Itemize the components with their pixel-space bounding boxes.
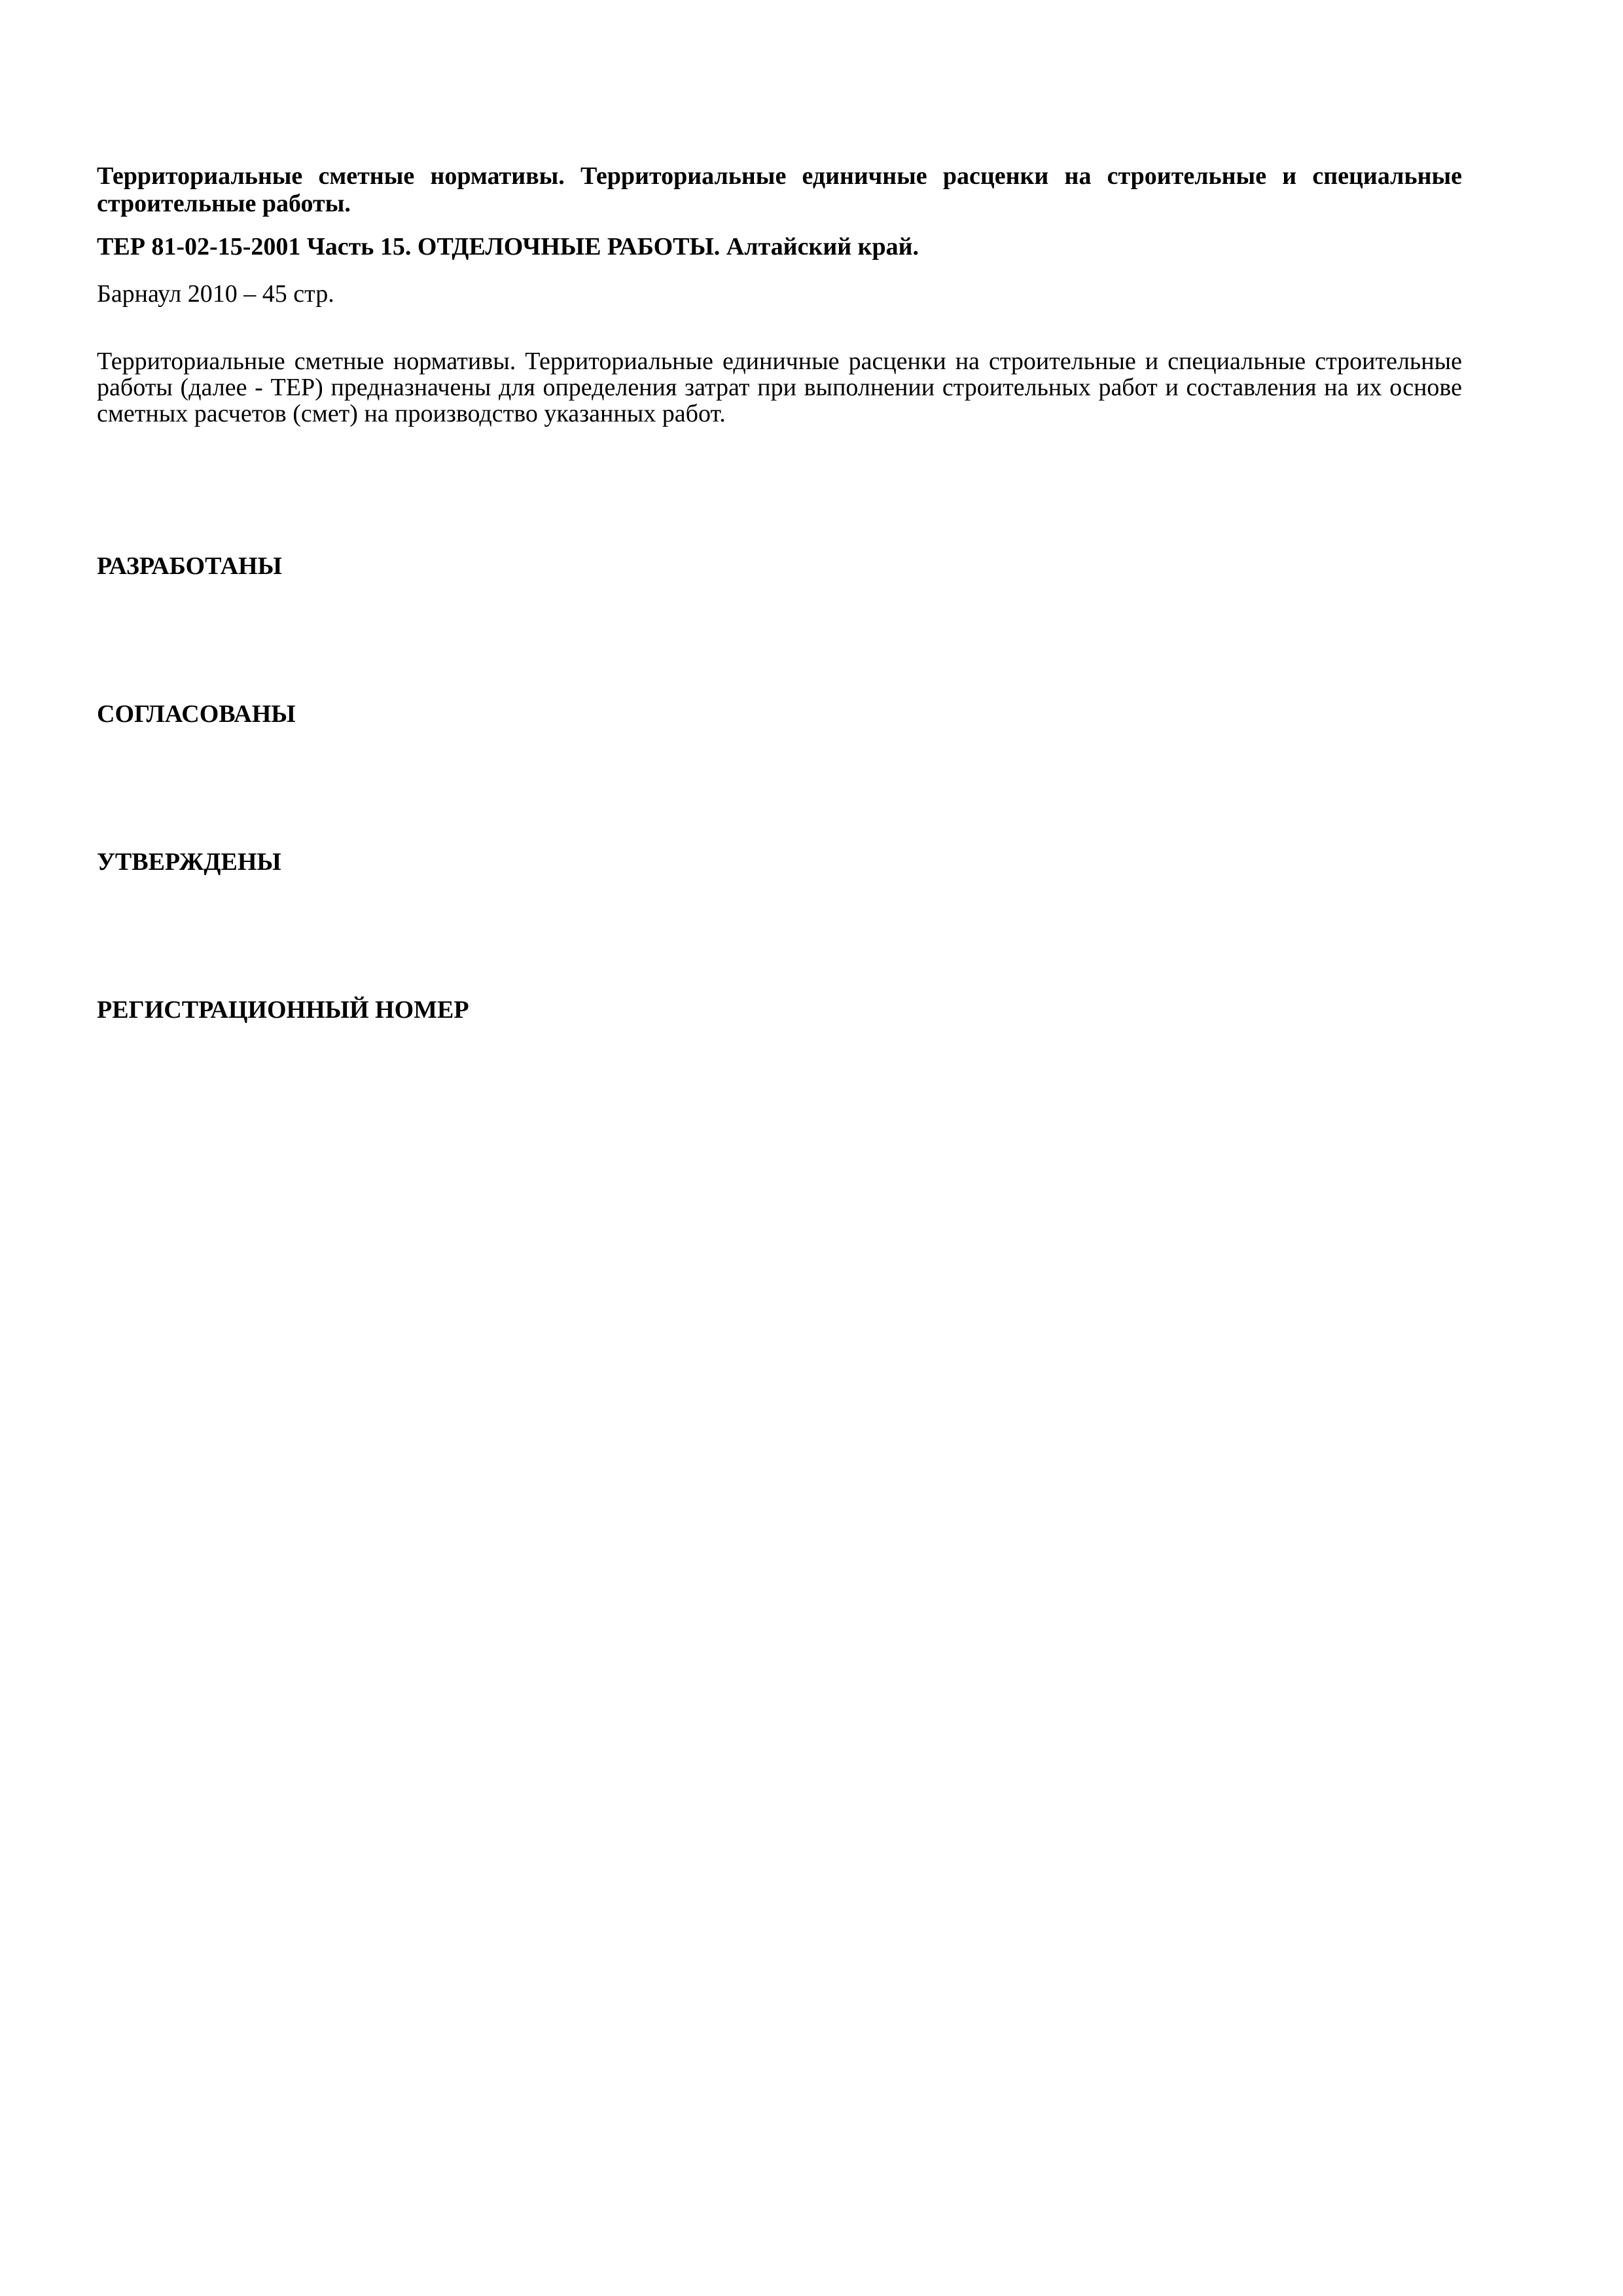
document-subtitle: ТЕР 81-02-15-2001 Часть 15. ОТДЕЛОЧНЫЕ РАБОТЫ. Алтайский край. <box>97 233 919 260</box>
section-developed: РАЗРАБОТАНЫ <box>97 552 282 580</box>
section-approved: УТВЕРЖДЕНЫ <box>97 848 281 876</box>
section-registration-number: РЕГИСТРАЦИОННЫЙ НОМЕР <box>97 996 469 1024</box>
section-agreed: СОГЛАСОВАНЫ <box>97 700 296 728</box>
document-title: Территориальные сметные нормативы. Территориальные единичные расценки на строительные и специальные строительные работы. <box>97 162 1462 217</box>
document-abstract: Территориальные сметные нормативы. Территориальные единичные расценки на строительные и специальные строительные работы (далее - ТЕР) предназначены для определения затрат при выполнении строительных работ и составления на их основе сметных расчетов (смет) на производство указанных работ. <box>97 348 1462 427</box>
document-imprint: Барнаул 2010 – 45 стр. <box>97 280 334 308</box>
